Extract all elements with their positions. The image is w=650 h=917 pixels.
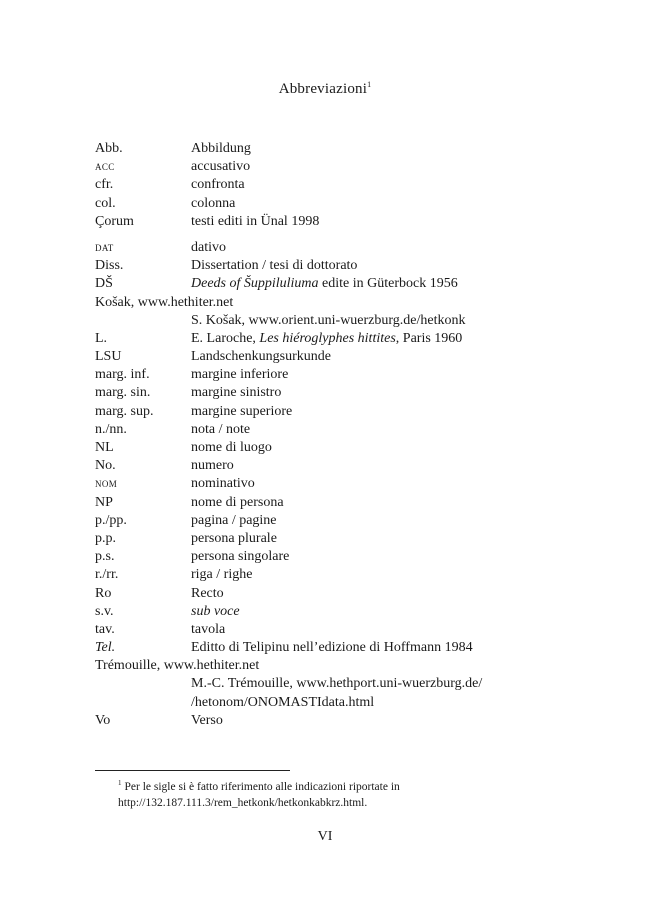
abbreviation-definition: Editto di Telipinu nell’edizione di Hoffmann 1984 — [191, 640, 473, 656]
abbreviation-row — [95, 639, 535, 657]
definition-italic: Les hiéroglyphes hittites — [259, 330, 396, 346]
abbreviation-row — [95, 384, 535, 402]
abbreviation-definition: Abbildung — [191, 141, 251, 156]
abbreviation-row — [95, 275, 535, 293]
abbreviation-row — [95, 694, 535, 712]
abbreviation-row — [95, 366, 535, 384]
abbreviation-row — [95, 603, 535, 621]
page-title — [0, 81, 650, 98]
abbreviation-definition: nota / note — [191, 421, 251, 437]
abbreviation-definition: margine sinistro — [191, 385, 282, 401]
abbreviation-definition: Dissertation / tesi di dottorato — [191, 258, 358, 274]
abbreviation-term: Trémouille, www.hethiter.net — [95, 658, 260, 674]
page-number: VI — [317, 829, 333, 844]
abbreviation-definition: confronta — [191, 177, 245, 193]
abbreviation-definition: nome di luogo — [191, 440, 272, 455]
abbreviation-row — [95, 621, 535, 639]
abbreviation-term: marg. sin. — [95, 385, 151, 401]
abbreviation-term: L. — [95, 330, 108, 346]
abbreviation-row — [95, 475, 535, 493]
abbreviation-definition — [191, 275, 458, 293]
abbreviation-row — [95, 330, 535, 348]
abbreviation-term: Tel. — [95, 640, 116, 656]
abbreviation-definition: riga / righe — [191, 567, 253, 583]
abbreviation-row — [95, 257, 535, 275]
abbreviation-definition: Verso — [191, 712, 223, 728]
abbreviation-definition: sub voce — [191, 603, 240, 619]
abbreviation-definition: numero — [191, 458, 234, 474]
abbreviation-definition: nome di persona — [191, 494, 284, 510]
abbreviation-term: s.v. — [95, 603, 114, 619]
abbreviation-term: p./pp. — [95, 512, 127, 528]
definition-text: edite in Güterbock 1956 — [318, 276, 458, 292]
abbreviation-term: No. — [95, 458, 116, 474]
abbreviation-row — [95, 403, 535, 421]
abbreviation-term: DŠ — [95, 276, 113, 292]
abbreviation-definition: dativo — [191, 239, 226, 255]
abbreviation-row — [95, 657, 535, 675]
abbreviation-row — [95, 566, 535, 584]
abbreviation-definition: nominativo — [191, 476, 255, 492]
abbreviation-term: NL — [95, 440, 114, 455]
abbreviation-row — [95, 439, 535, 457]
abbreviation-row — [95, 176, 535, 194]
abbreviation-term: marg. inf. — [95, 367, 150, 383]
abbreviation-row — [95, 158, 535, 176]
abbreviation-term: Vo — [95, 712, 111, 728]
abbreviation-term: r./rr. — [95, 567, 119, 583]
abbreviation-term: tav. — [95, 621, 115, 637]
abbreviation-term: cfr. — [95, 177, 114, 193]
abbreviation-row — [95, 675, 535, 693]
abbreviation-row — [95, 530, 535, 548]
abbreviation-term: NP — [95, 494, 113, 510]
abbreviation-term: p.s. — [95, 549, 115, 565]
abbreviation-definition: margine inferiore — [191, 367, 289, 383]
footnote-divider — [95, 770, 290, 771]
abbreviation-definition: pagina / pagine — [191, 512, 277, 528]
abbreviation-definition: Recto — [191, 585, 224, 601]
abbreviation-row — [95, 239, 535, 257]
abbreviation-definition: persona singolare — [191, 549, 290, 565]
abbreviation-definition: Landschenkungsurkunde — [191, 349, 331, 365]
page-title-text: Abbreviazioni — [278, 81, 368, 97]
abbreviation-term: n./nn. — [95, 421, 127, 437]
definition-text: E. Laroche, — [191, 330, 260, 346]
abbreviation-row — [95, 312, 535, 330]
abbreviation-term: NOM — [95, 479, 118, 490]
abbreviation-definition: colonna — [191, 195, 236, 211]
abbreviation-term: Abb. — [95, 141, 123, 156]
abbreviation-term: DAT — [95, 242, 114, 253]
abbreviation-row — [95, 457, 535, 475]
abbreviation-row — [95, 140, 535, 158]
definition-italic: Deeds of Šuppiluliuma — [191, 276, 319, 292]
abbreviation-term: LSU — [95, 349, 122, 365]
abbreviation-definition: S. Košak, www.orient.uni-wuerzburg.de/hetkonk — [191, 312, 466, 328]
footnote-marker: 1 — [118, 779, 122, 788]
abbreviation-definition — [191, 330, 462, 348]
abbreviation-row — [95, 585, 535, 603]
abbreviation-term: p.p. — [95, 530, 116, 546]
footnote — [118, 779, 538, 811]
abbreviation-row — [95, 294, 535, 312]
abbreviation-definition: persona plurale — [191, 530, 277, 546]
footnote-url: http://132.187.111.3/rem_hetkonk/hetkonkabkrz.html. — [118, 797, 368, 809]
abbreviation-row — [95, 195, 535, 213]
abbreviation-term: col. — [95, 195, 116, 211]
footnote-reference: 1 — [367, 80, 372, 89]
abbreviation-term: marg. sup. — [95, 403, 154, 419]
abbreviation-term: Ro — [95, 585, 112, 601]
abbreviation-row — [95, 712, 535, 730]
abbreviation-term: Košak, www.hethiter.net — [95, 294, 234, 310]
abbreviation-term: Çorum — [95, 213, 134, 229]
abbreviation-row — [95, 494, 535, 512]
abbreviation-row — [95, 348, 535, 366]
abbreviation-definition: /hetonom/ONOMASTIdata.html — [191, 694, 375, 710]
abbreviation-definition: tavola — [191, 621, 226, 637]
footnote-text: Per le sigle si è fatto riferimento alle indicazioni riportate in — [124, 781, 400, 793]
abbreviation-term: ACC — [95, 162, 115, 173]
abbreviation-row — [95, 421, 535, 439]
abbreviation-row — [95, 512, 535, 530]
definition-text: , Paris 1960 — [395, 330, 463, 346]
abbreviation-term: Diss. — [95, 258, 124, 274]
abbreviation-row — [95, 548, 535, 566]
abbreviation-list — [95, 140, 535, 730]
abbreviation-definition: accusativo — [191, 159, 251, 175]
abbreviation-row — [95, 213, 535, 231]
abbreviation-definition: M.-C. Trémouille, www.hethport.uni-wuerzburg.de/ — [191, 676, 483, 692]
abbreviation-definition: testi editi in Ünal 1998 — [191, 213, 320, 229]
abbreviation-definition: margine superiore — [191, 403, 293, 419]
